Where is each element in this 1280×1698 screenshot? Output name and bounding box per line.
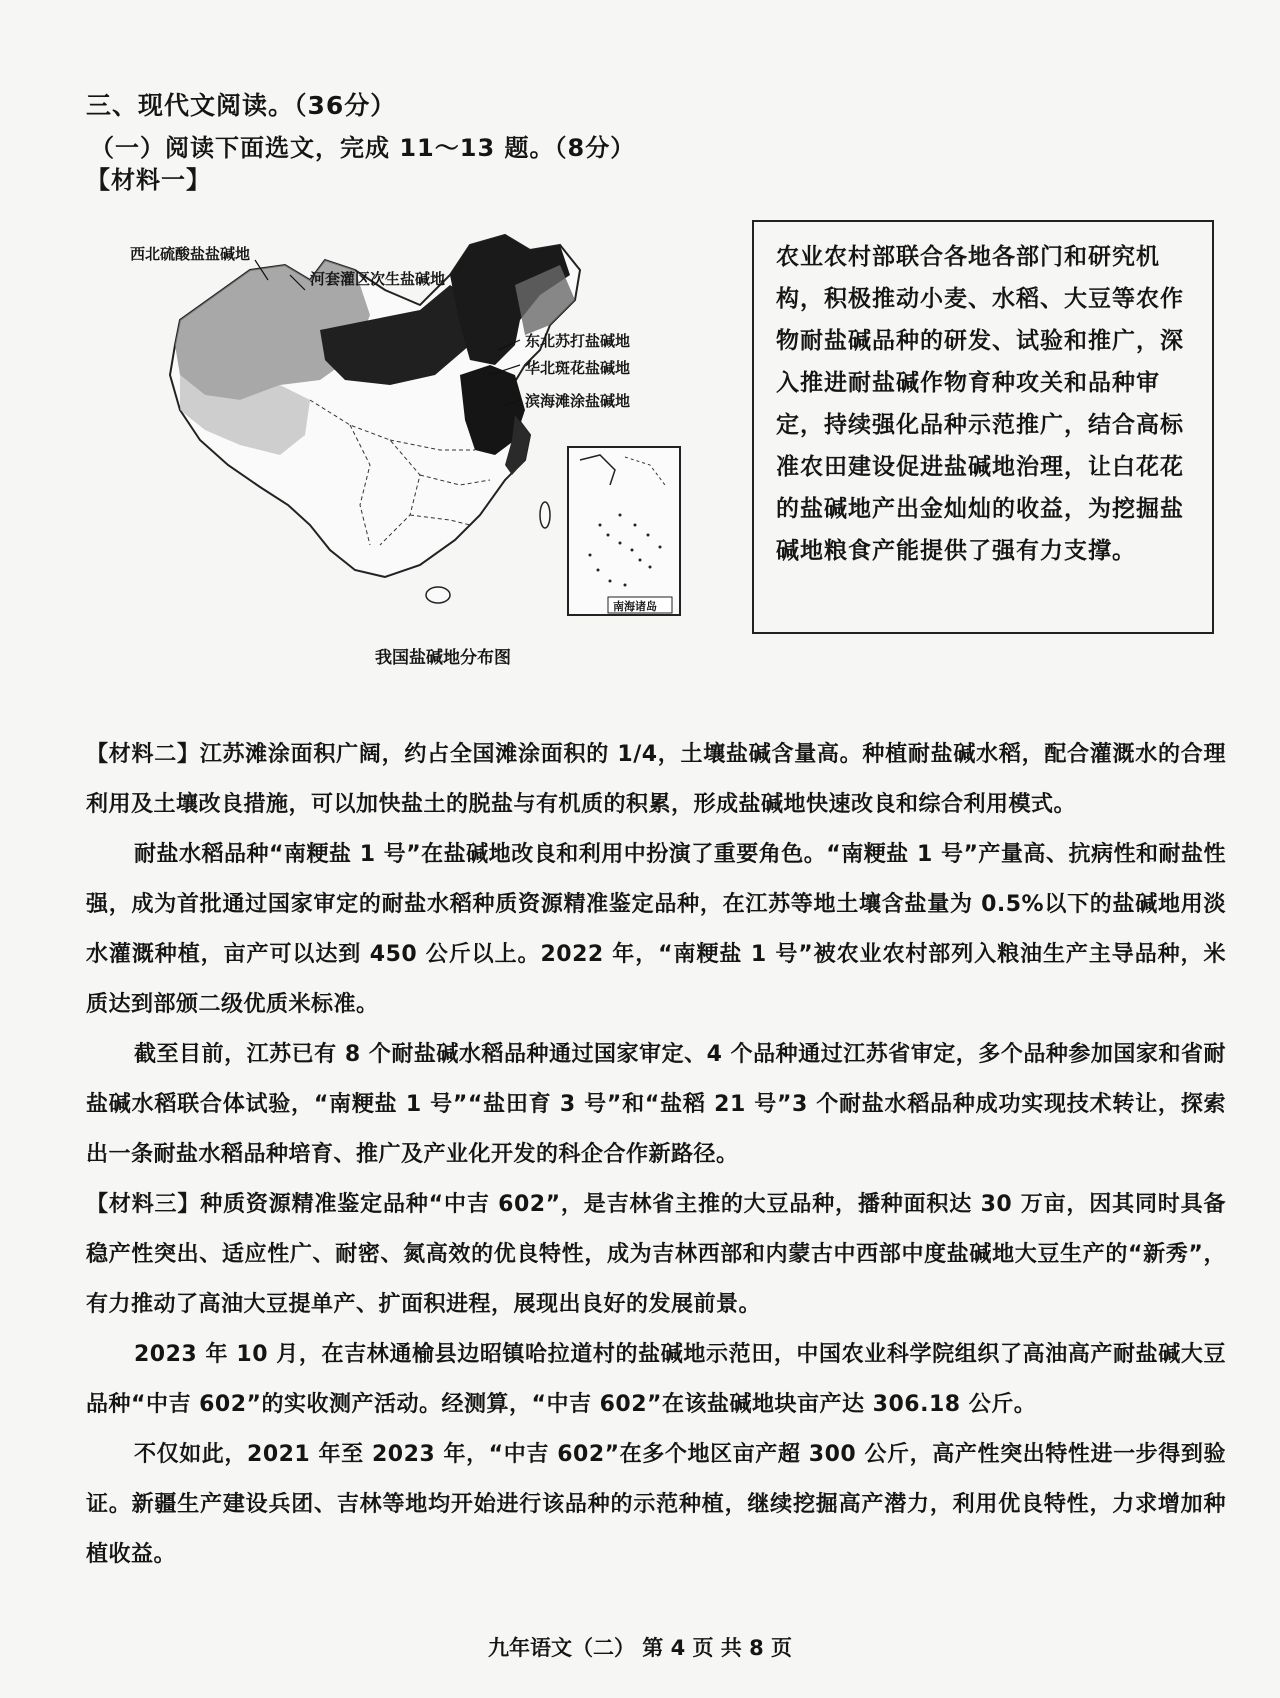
material-three	[86, 1180, 1226, 1580]
material-three-paragraph-2: 2023 年 10 月，在吉林通榆县边昭镇哈拉道村的盐碱地示范田，中国农业科学院组织了高油高产耐盐碱大豆品种“中吉 602”的实收测产活动。经测算，“中吉 602”在该盐碱地块亩产达 306.18 公斤。	[86, 1342, 1226, 1417]
hainan-island	[426, 587, 450, 603]
material-two-paragraph-3: 截至目前，江苏已有 8 个耐盐碱水稻品种通过国家审定、4 个品种通过江苏省审定，多个品种参加国家和省耐盐碱水稻联合体试验，“南粳盐 1 号”“盐田育 3 号”和“盐稻 21 号”3 个耐盐水稻品种成功实现技术转让，探索出一条耐盐水稻品种培育、推广及产业化开发的科企合作新路径。	[86, 1042, 1226, 1167]
material-two	[86, 730, 1226, 1180]
label-northeast: 东北苏打盐碱地	[525, 332, 631, 350]
material-one-label: 【材料一】	[86, 166, 211, 194]
label-inset: 南海诸岛	[613, 600, 657, 613]
policy-text-box: 农业农村部联合各地各部门和研究机构，积极推动小麦、水稻、大豆等农作物耐盐碱品种的研发、试验和推广，深入推进耐盐碱作物育种攻关和品种审定，持续强化品种示范推广，结合高标准农田建设促进盐碱地治理，让白花花的盐碱地产出金灿灿的收益，为挖掘盐碱地粮食产能提供了强有力支撑。	[752, 220, 1214, 634]
question-instruction: （一）阅读下面选文，完成 11～13 题。（8分）	[90, 134, 636, 162]
taiwan-island	[540, 502, 550, 528]
inset-frame	[568, 447, 680, 615]
label-northwest: 西北硫酸盐盐碱地	[130, 245, 251, 263]
section-title: 三、现代文阅读。（36分）	[86, 91, 397, 120]
material-two-label: 【材料二】	[86, 742, 200, 767]
material-two-paragraph-1: 【材料二】江苏滩涂面积广阔，约占全国滩涂面积的 1/4，土壤盐碱含量高。种植耐盐碱水稻，配合灌溉水的合理利用及土壤改良措施，可以加快盐土的脱盐与有机质的积累，形成盐碱地快速改良和综合利用模式。	[86, 742, 1226, 817]
material-three-paragraph-3: 不仅如此，2021 年至 2023 年，“中吉 602”在多个地区亩产超 300 公斤，高产性突出特性进一步得到验证。新疆生产建设兵团、吉林等地均开始进行该品种的示范种植，继续挖掘高产潜力，利用优良特性，力求增加种植收益。	[86, 1442, 1226, 1567]
material-three-paragraph-1: 【材料三】种质资源精准鉴定品种“中吉 602”，是吉林省主推的大豆品种，播种面积达 30 万亩，因其同时具备稳产性突出、适应性广、耐密、氮高效的优良特性，成为吉林西部和内蒙古中西部中度盐碱地大豆生产的“新秀”，有力推动了高油大豆提单产、扩面积进程，展现出良好的发展前景。	[86, 1192, 1226, 1317]
material-two-paragraph-2: 耐盐水稻品种“南粳盐 1 号”在盐碱地改良和利用中扮演了重要角色。“南粳盐 1 号”产量高、抗病性和耐盐性强，成为首批通过国家审定的耐盐水稻种质资源精准鉴定品种，在江苏等地土壤含盐量为 0.5%以下的盐碱地用淡水灌溉种植，亩产可以达到 450 公斤以上。2022 年，“南粳盐 1 号”被农业农村部列入粮油生产主导品种，米质达到部颁二级优质米标准。	[86, 842, 1226, 1017]
label-north-china: 华北斑花盐碱地	[525, 359, 631, 377]
material-three-label: 【材料三】	[86, 1192, 201, 1217]
label-hetao: 河套灌区次生盐碱地	[310, 270, 446, 288]
label-coastal: 滨海滩涂盐碱地	[525, 392, 631, 410]
page-footer: 九年语文（二） 第 4 页 共 8 页	[487, 1636, 793, 1660]
map-caption: 我国盐碱地分布图	[375, 648, 511, 668]
saline-land-map	[120, 225, 730, 675]
